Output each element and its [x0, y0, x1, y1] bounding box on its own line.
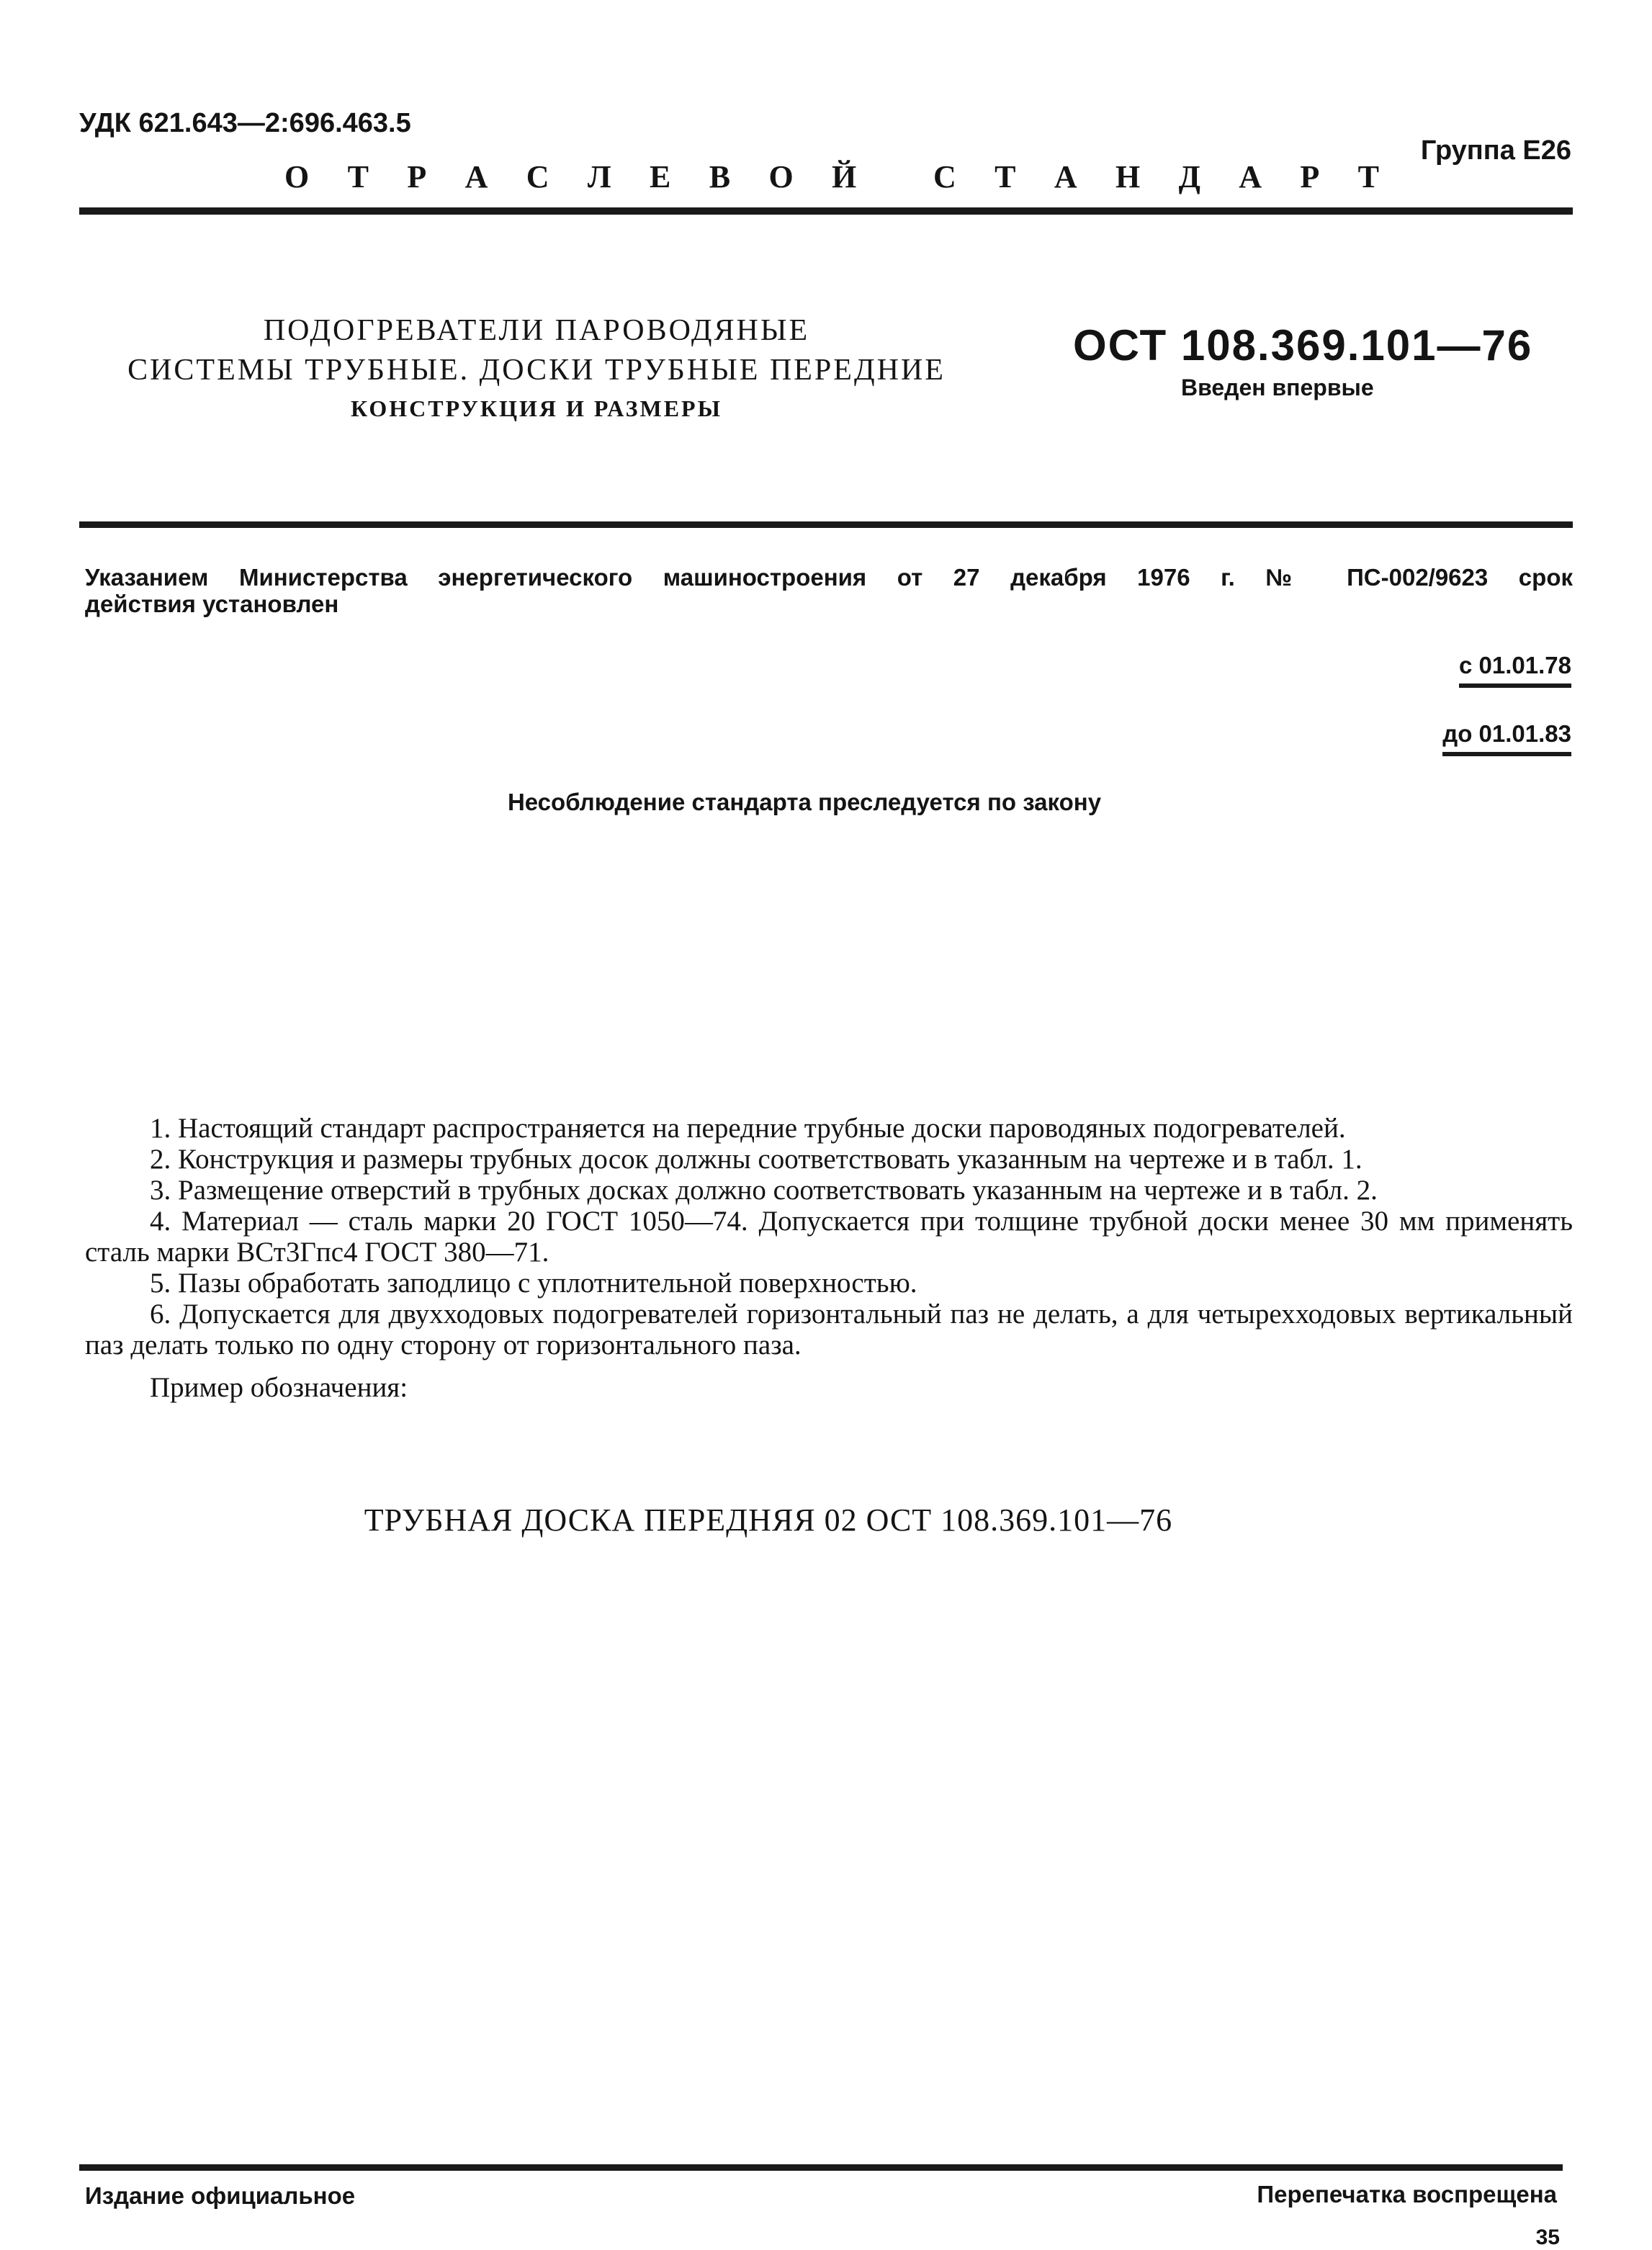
decree-text-line-2: действия установлен [85, 591, 339, 617]
heading-letter: Р [1300, 159, 1320, 194]
heading-letter: Т [1357, 159, 1379, 194]
heading-letter: Й [832, 159, 857, 194]
title-line-3: КОНСТРУКЦИЯ И РАЗМЕРЫ [350, 395, 723, 421]
official-edition-note: Издание официальное [85, 2182, 356, 2209]
validity-to [1442, 720, 1571, 756]
standard-designation: ОСТ 108.369.101—76 [1073, 321, 1533, 369]
example-label: Пример обозначения: [150, 1372, 408, 1403]
clause-item: 5. Пазы обработать заподлицо с уплотнительной поверхностью. [150, 1268, 917, 1299]
heading-letter: Р [407, 159, 427, 194]
heading-letter: Н [1115, 159, 1141, 194]
heading-letter: А [464, 159, 488, 194]
clauses-section [85, 1113, 1573, 1403]
example-designation: ТРУБНАЯ ДОСКА ПЕРЕДНЯЯ 02 ОСТ 108.369.101—76 [364, 1502, 1173, 1538]
group-code: Группа Е26 [1420, 135, 1571, 166]
heading-letter: Л [587, 159, 611, 194]
clause-item: 3. Размещение отверстий в трубных досках должно соответствовать указанным на чертеже и в табл. 2. [150, 1175, 1378, 1206]
standard-type-heading [284, 158, 1379, 195]
heading-letter: О [284, 159, 310, 194]
heading-letter: Д [1178, 159, 1200, 194]
heading-letter: Е [650, 159, 671, 194]
validity-from [1459, 652, 1571, 688]
law-notice: Несоблюдение стандарта преследуется по закону [507, 789, 1102, 815]
validity-from-value: с 01.01.78 [1459, 652, 1571, 688]
header-divider [79, 207, 1573, 215]
title-line-1: ПОДОГРЕВАТЕЛИ ПАРОВОДЯНЫЕ [263, 314, 810, 347]
title-line-2: СИСТЕМЫ ТРУБНЫЕ. ДОСКИ ТРУБНЫЕ ПЕРЕДНИЕ [127, 354, 946, 387]
heading-letter: В [709, 159, 731, 194]
footer-divider [79, 2164, 1563, 2171]
clause-item: 2. Конструкция и размеры трубных досок должны соответствовать указанным на чертеже и в табл. 1. [150, 1144, 1363, 1175]
document-title [101, 311, 972, 426]
page-number: 35 [1535, 2226, 1560, 2249]
validity-to-value: до 01.01.83 [1442, 720, 1571, 756]
clause-item: 4. Материал — сталь марки 20 ГОСТ 1050—74. Допускается при толщине трубной доски менее 30 мм применять сталь марки ВСт3Гпс4 ГОСТ 380—71. [85, 1206, 1573, 1268]
reprint-prohibited-note: Перепечатка воспрещена [1257, 2181, 1557, 2208]
udk-code: УДК 621.643—2:696.463.5 [79, 108, 411, 138]
heading-letter: С [933, 159, 956, 194]
title-divider [79, 521, 1573, 528]
heading-letter: Т [347, 159, 369, 194]
heading-letter: А [1054, 159, 1077, 194]
heading-letter: О [768, 159, 794, 194]
heading-letter: Т [995, 159, 1016, 194]
heading-letter: С [526, 159, 549, 194]
heading-letter: А [1239, 159, 1262, 194]
decree-text-line-1: Указанием Министерства энергетического машиностроения от 27 декабря 1976 г. № ПС-002/9623 срок [85, 564, 1573, 591]
clause-item: 6. Допускается для двухходовых подогревателей горизонтальный паз не делать, а для четырехходовых вертикальный паз делать только по одну сторону от горизонтального паза. [85, 1299, 1573, 1361]
clause-item: 1. Настоящий стандарт распространяется на передние трубные доски пароводяных подогревателей. [150, 1113, 1346, 1144]
introduction-note: Введен впервые [1181, 375, 1374, 400]
